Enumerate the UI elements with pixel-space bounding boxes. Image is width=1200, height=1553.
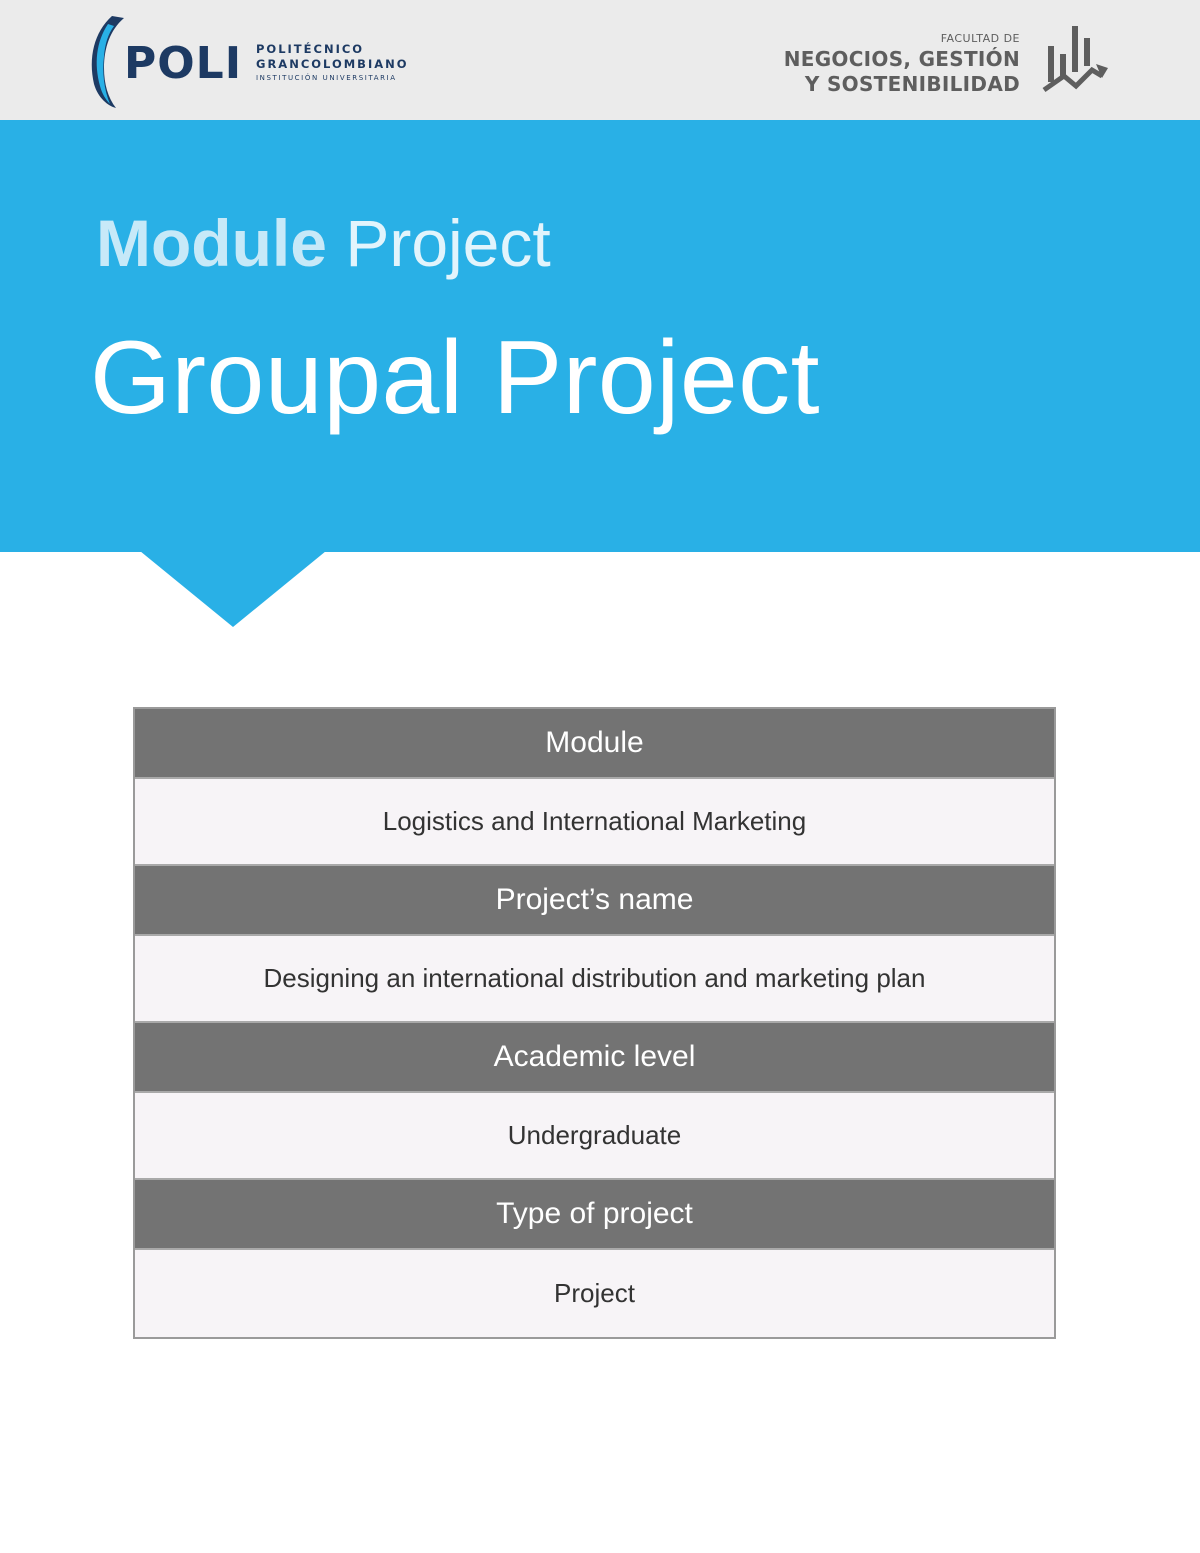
bar-chart-trend-icon xyxy=(1040,24,1110,96)
banner-pointer-icon xyxy=(140,551,326,629)
faculty-line-1: NEGOCIOS, GESTIÓN xyxy=(783,47,1020,71)
poli-brand: POLI xyxy=(124,38,243,89)
project-info-table xyxy=(133,707,1056,1339)
table-row-header: Project’s name xyxy=(135,866,1054,936)
table-row-value: Undergraduate xyxy=(135,1093,1054,1180)
document-kicker xyxy=(96,206,551,280)
header-bar xyxy=(0,0,1200,120)
page-title: Groupal Project xyxy=(90,320,821,436)
table-row-header: Module xyxy=(135,709,1054,779)
table-row-value: Designing an international distribution and marketing plan xyxy=(135,936,1054,1023)
table-row-header: Academic level xyxy=(135,1023,1054,1093)
faculty-line-2: Y SOSTENIBILIDAD xyxy=(804,72,1020,96)
table-row-header: Type of project xyxy=(135,1180,1054,1250)
faculty-name xyxy=(784,33,1020,94)
kicker-strong: Module xyxy=(96,206,327,280)
table-row-value: Logistics and International Marketing xyxy=(135,779,1054,866)
poli-line-2: GRANCOLOMBIANO xyxy=(256,56,409,71)
faculty-prefix: FACULTAD DE xyxy=(940,32,1020,45)
poli-subtitle xyxy=(256,44,409,82)
poli-line-1: POLITÉCNICO xyxy=(256,42,365,56)
kicker-light: Project xyxy=(345,206,551,280)
poli-logo xyxy=(86,14,416,110)
table-row-value: Project xyxy=(135,1250,1054,1337)
poli-swoosh-icon xyxy=(86,14,126,110)
poli-line-3: INSTITUCIÓN UNIVERSITARIA xyxy=(256,74,397,82)
